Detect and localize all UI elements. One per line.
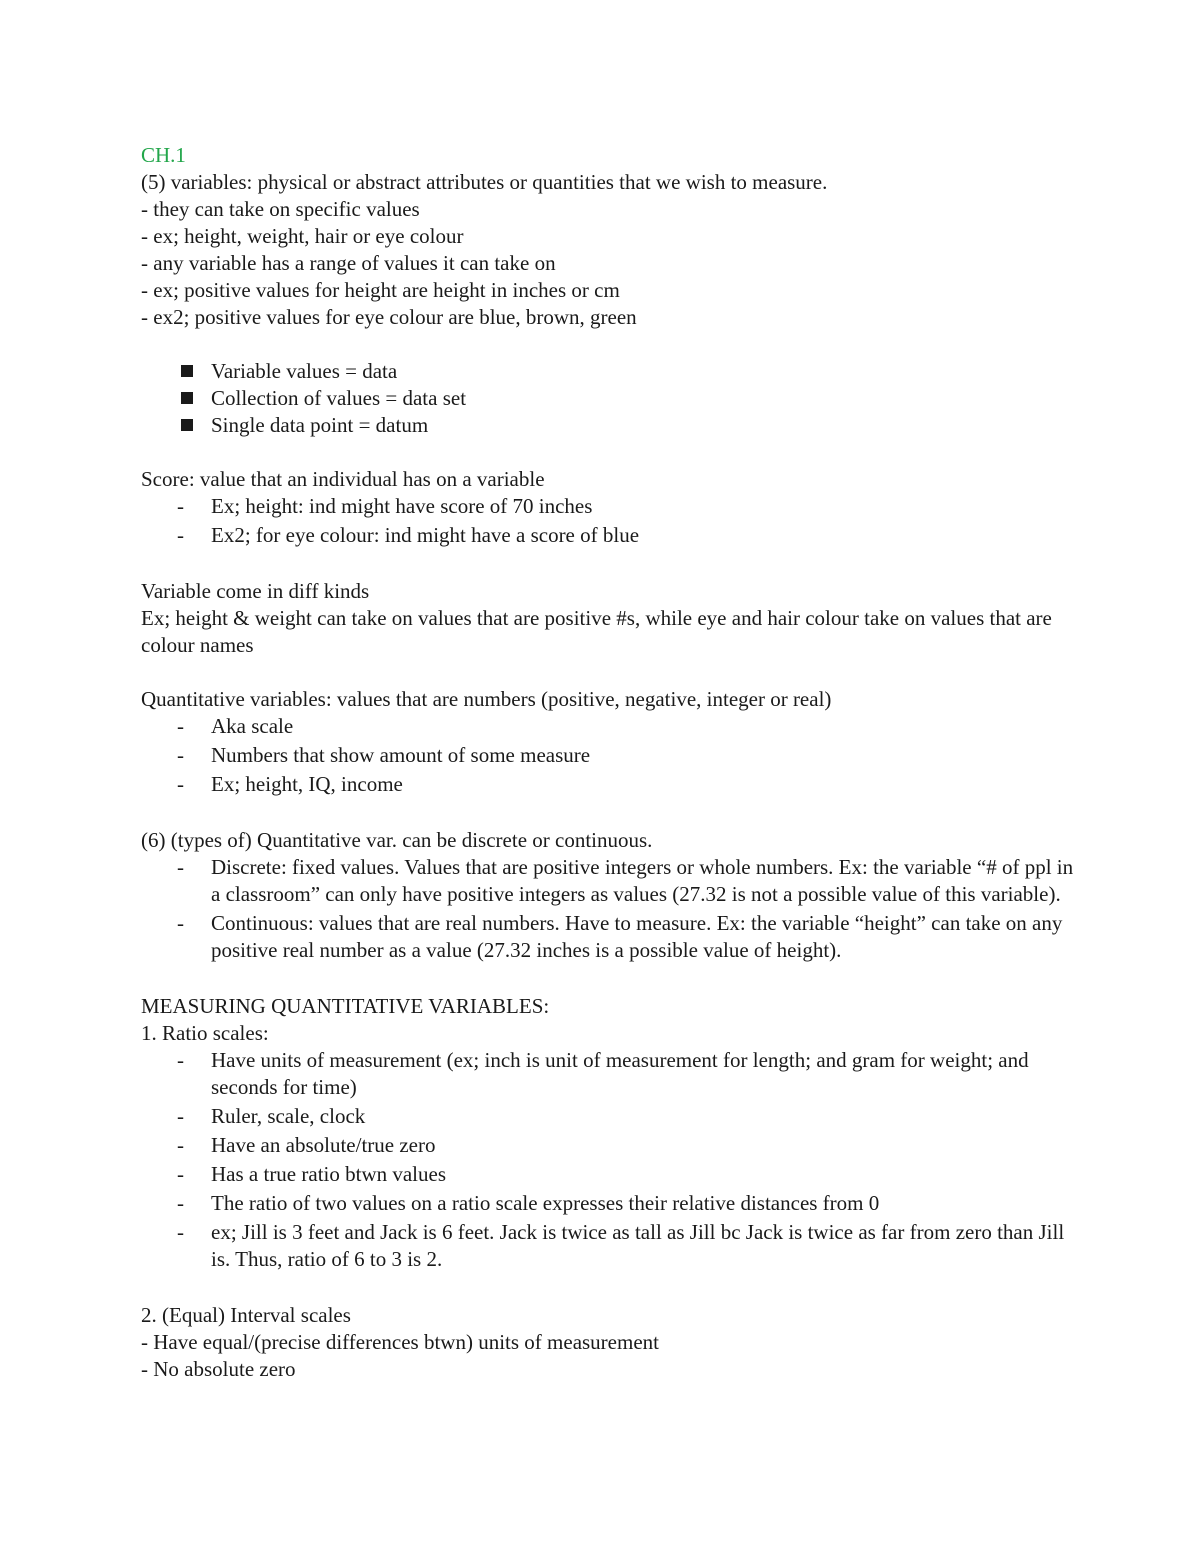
- kinds-title: Variable come in diff kinds: [141, 579, 370, 603]
- dash-bullet: -: [177, 1191, 184, 1215]
- list-item: [141, 493, 1081, 520]
- spacer: [141, 800, 1081, 827]
- list-item: [141, 1103, 1081, 1130]
- list-item-text: Numbers that show amount of some measure: [211, 743, 591, 767]
- spacer: [141, 331, 1081, 358]
- list-item: [141, 1047, 1081, 1101]
- spacer: [141, 439, 1081, 466]
- intro-line: - ex; positive values for height are height in inches or cm: [141, 278, 620, 302]
- dash-bullet: -: [177, 1133, 184, 1157]
- document-page: [141, 142, 1081, 1383]
- dash-bullet: -: [177, 1048, 184, 1072]
- dash-bullet: -: [177, 1162, 184, 1186]
- list-item: [141, 412, 1081, 439]
- types-list: [141, 854, 1081, 964]
- quantitative-list: [141, 713, 1081, 798]
- square-bullet-icon: [181, 419, 193, 431]
- list-item-text: The ratio of two values on a ratio scale expresses their relative distances from 0: [211, 1191, 880, 1215]
- definitions-list: [141, 358, 1081, 439]
- intro-line: - ex; height, weight, hair or eye colour: [141, 224, 464, 248]
- list-item-text: Has a true ratio btwn values: [211, 1162, 447, 1186]
- list-item-text: Have an absolute/true zero: [211, 1133, 436, 1157]
- variables-definition: (5) variables: physical or abstract attributes or quantities that we wish to measure.: [141, 170, 828, 194]
- definition-text: Single data point = datum: [211, 413, 429, 437]
- list-item-text: Aka scale: [211, 714, 294, 738]
- square-bullet-icon: [181, 392, 193, 404]
- list-item: [141, 742, 1081, 769]
- quantitative-title: Quantitative variables: values that are numbers (positive, negative, integer or real): [141, 687, 832, 711]
- dash-bullet: -: [177, 743, 184, 767]
- list-item: [141, 385, 1081, 412]
- interval-line: - Have equal/(precise differences btwn) units of measurement: [141, 1330, 659, 1354]
- list-item-text: Ex; height, IQ, income: [211, 772, 403, 796]
- list-item-text: ex; Jill is 3 feet and Jack is 6 feet. Jack is twice as tall as Jill bc Jack is twice as far from zero than Jill is. Thus, ratio of 6 to 3 is 2.: [211, 1220, 1065, 1271]
- definition-text: Collection of values = data set: [211, 386, 467, 410]
- list-item: [141, 771, 1081, 798]
- intro-line: - they can take on specific values: [141, 197, 420, 221]
- list-item: [141, 1161, 1081, 1188]
- score-title: Score: value that an individual has on a variable: [141, 467, 545, 491]
- interval-scales-title: 2. (Equal) Interval scales: [141, 1303, 351, 1327]
- dash-bullet: -: [177, 523, 184, 547]
- dash-bullet: -: [177, 714, 184, 738]
- dash-bullet: -: [177, 772, 184, 796]
- ratio-scales-list: [141, 1047, 1081, 1273]
- spacer: [141, 966, 1081, 993]
- kinds-text: Ex; height & weight can take on values that are positive #s, while eye and hair colour take on values that are colour names: [141, 606, 1058, 657]
- score-list: [141, 493, 1081, 549]
- spacer: [141, 659, 1081, 686]
- dash-bullet: -: [177, 1220, 184, 1244]
- list-item: [141, 854, 1081, 908]
- list-item-text: Have units of measurement (ex; inch is unit of measurement for length; and gram for weight; and seconds for time): [211, 1048, 1029, 1099]
- list-item: [141, 358, 1081, 385]
- intro-line: - ex2; positive values for eye colour are blue, brown, green: [141, 305, 637, 329]
- spacer: [141, 551, 1081, 578]
- list-item: [141, 1219, 1081, 1273]
- dash-bullet: -: [177, 855, 184, 879]
- list-item: [141, 910, 1081, 964]
- list-item: [141, 1132, 1081, 1159]
- list-item-text: Ruler, scale, clock: [211, 1104, 366, 1128]
- square-bullet-icon: [181, 365, 193, 377]
- types-title: (6) (types of) Quantitative var. can be discrete or continuous.: [141, 828, 653, 852]
- intro-line: - any variable has a range of values it can take on: [141, 251, 556, 275]
- list-item: [141, 713, 1081, 740]
- list-item-text: Ex2; for eye colour: ind might have a score of blue: [211, 523, 640, 547]
- interval-line: - No absolute zero: [141, 1357, 296, 1381]
- spacer: [141, 1275, 1081, 1302]
- definition-text: Variable values = data: [211, 359, 398, 383]
- list-item-text: Ex; height: ind might have score of 70 inches: [211, 494, 593, 518]
- list-item: [141, 522, 1081, 549]
- ratio-scales-title: 1. Ratio scales:: [141, 1021, 269, 1045]
- list-item: [141, 1190, 1081, 1217]
- dash-bullet: -: [177, 1104, 184, 1128]
- chapter-heading: CH.1: [141, 143, 186, 167]
- list-item-text: Discrete: fixed values. Values that are positive integers or whole numbers. Ex: the variable “# of ppl in a classroom” can only have positive integers as values (27.32 is not a possible value of this variable).: [211, 855, 1074, 906]
- dash-bullet: -: [177, 911, 184, 935]
- dash-bullet: -: [177, 494, 184, 518]
- measuring-title: MEASURING QUANTITATIVE VARIABLES:: [141, 994, 550, 1018]
- list-item-text: Continuous: values that are real numbers. Have to measure. Ex: the variable “height” can take on any positive real number as a value (27.32 inches is a possible value of height).: [211, 911, 1063, 962]
